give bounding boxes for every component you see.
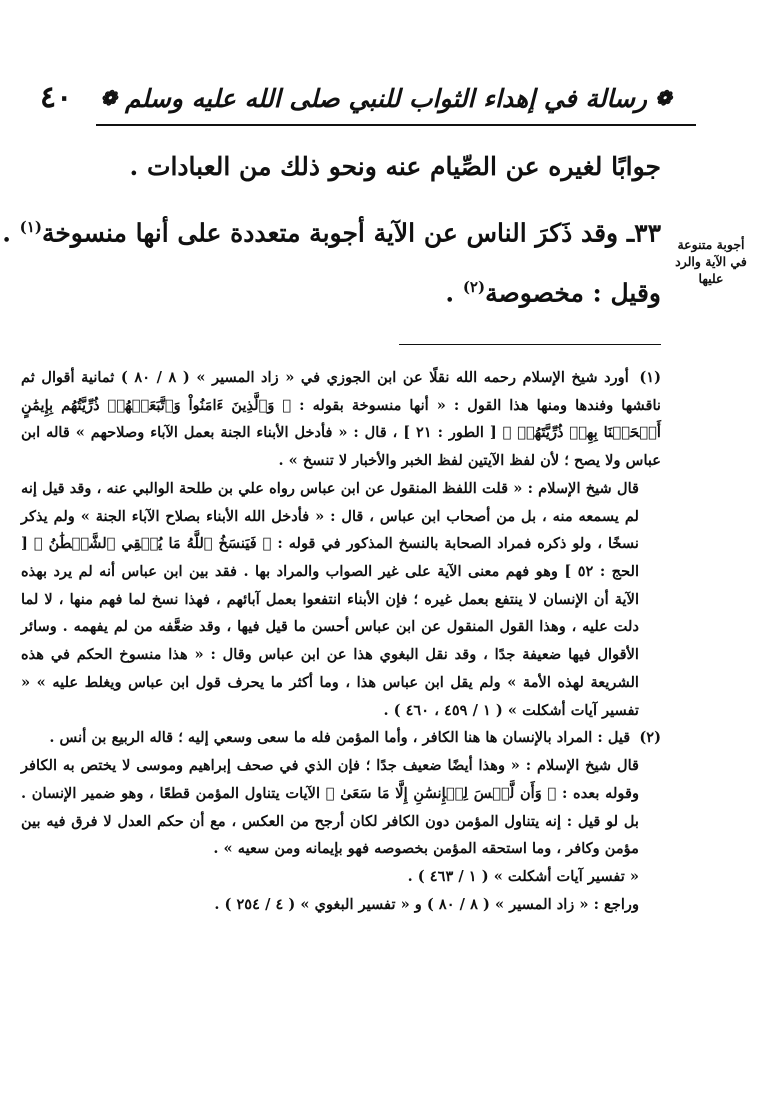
running-title [96,84,676,113]
flower-ornament-icon: ❁ [100,86,117,110]
footnote-text: أورد شيخ الإسلام رحمه الله نقلًا عن ابن الجوزي في « زاد المسير » ( ٨ / ٨٠ ) ثمانية أقوال ثم ناقشها وفندها ومنها هذا القول : « أنها منسوخة بقوله : ﴿ وَٱلَّذِينَ ءَامَنُواْ وَٱتَّبَعَتۡهُمۡ ذُرِّيَّتُهُم بِإِيمَٰنٍ أَلۡحَقۡنَا بِهِمۡ ذُرِّيَّتَهُمۡ ﴾ [ الطور : ٢١ ] ، قال : « فأدخل الأبناء الجنة بعمل الآباء وصلاحهم » قاله ابن عباس ولا يصح ؛ لأن لفظ الآيتين لفظ الخبر والأخبار لا تنسخ » . [21,369,661,470]
page-header [96,78,676,118]
main-text-end: . [2,218,20,248]
main-text: جوابًا لغيره عن الصِّيام عنه ونحو ذلك من العبادات . [129,152,661,181]
footnote-2-paragraph-4: وراجع : « زاد المسير » ( ٨ / ٨٠ ) و « تفسير البغوي » ( ٤ / ٢٥٤ ) . [214,895,639,913]
footnote-1-paragraph-1 [21,364,661,475]
header-divider [96,124,696,126]
main-text: ٣٣ـ وقد ذَكرَ الناس عن الآية أجوبة متعددة على أنها منسوخة [41,218,661,248]
footnote-1-number: (١) [639,369,661,386]
footnotes [21,364,661,918]
main-text: وقيل : مخصوصة [485,278,661,308]
footnote-2-paragraph-3: « تفسير آيات أشكلت » ( ١ / ٤٦٣ ) . [407,867,639,885]
running-title-text: رسالة في إهداء الثواب للنبي صلى الله عليه وسلم [125,83,648,113]
footnote-2-paragraph-2: قال شيخ الإسلام : « وهذا أيضًا ضعيف جدًا ؛ فإن الذي في صحف إبراهيم وموسى لا يختص به الكافر وقوله بعده : ﴿ وَأَن لَّيۡسَ لِلۡإِنسَٰنِ إِلَّا مَا سَعَىٰ ﴾ الآيات يتناول المؤمن قطعًا ، وهو ضمير الإنسان . بل لو قيل : إنه يتناول المؤمن دون الكافر لكان أرجح من العكس ، مع أن حكم العدل لا فرق فيه بين مؤمن وكافر ، وما استحقه المؤمن بخصوصه فهو بإيمانه ومن سعيه » . [21,757,639,858]
footnote-ref-1[interactable]: (١) [19,218,42,236]
main-text-line-1 [130,152,661,182]
flower-ornament-icon: ❁ [655,86,672,110]
footnote-2-number: (٢) [639,729,661,747]
footnote-2-paragraph-1 [21,724,661,752]
footnote-divider [399,344,661,345]
footnote-text: قيل : المراد بالإنسان ها هنا الكافر ، وأما المؤمن فله ما سعى وسعي إليه ؛ قاله الربيع بن أنس . [49,729,631,747]
main-text-line-2 [2,218,661,248]
footnote-1-paragraph-2: قال شيخ الإسلام : « قلت اللفظ المنقول عن ابن عباس رواه علي بن طلحة الوالبي عنه ، وقد قيل إنه لم يسمعه منه ، بل من أصحاب ابن عباس ، قال : « فأدخل الله الأبناء بصلاح الآباء الجنة » ولم يذكر نسخًا ، ولو ذكره فمراد الصحابة بالنسخ المذكور في قوله : ﴿ فَيَنسَخُ ٱللَّهُ مَا يُلۡقِي ٱلشَّيۡطَٰنُ ﴾ [ الحج : ٥٢ ] وهو فهم معنى الآية على غير الصواب والمراد بها . فقد بين ابن عباس أنه لم يرد بهذه الآية أن الإنسان لا ينتفع بعمل غيره ؛ فإن الأبناء انتفعوا بعمل آبائهم ، فهذا نسخ لما فهم منها ، لا لما دلت عليه ، وهذا القول المنقول عن ابن عباس أحسن ما قيل فيها ، وقد ضعَّفه من لم يفهمه . وسائر الأقوال فيها ضعيفة جدًا ، وقد نقل البغوي هذا عن ابن عباس وقال : « هذا منسوخ الحكم في هذه الشريعة لهذه الأمة » ولم يقل ابن عباس هذا ، وما أكثر ما يحرف قول ابن عباس ويغلط عليه » « تفسير آيات أشكلت » ( ١ / ٤٥٩ ، ٤٦٠ ) . [21,479,640,719]
margin-note: أجوبة متنوعة في الآية والرد عليها [675,237,747,286]
main-text-end: . [445,278,463,308]
main-text-line-3 [445,278,661,308]
footnote-ref-2[interactable]: (٢) [462,278,486,296]
page-number: ٤٠ [40,80,73,115]
